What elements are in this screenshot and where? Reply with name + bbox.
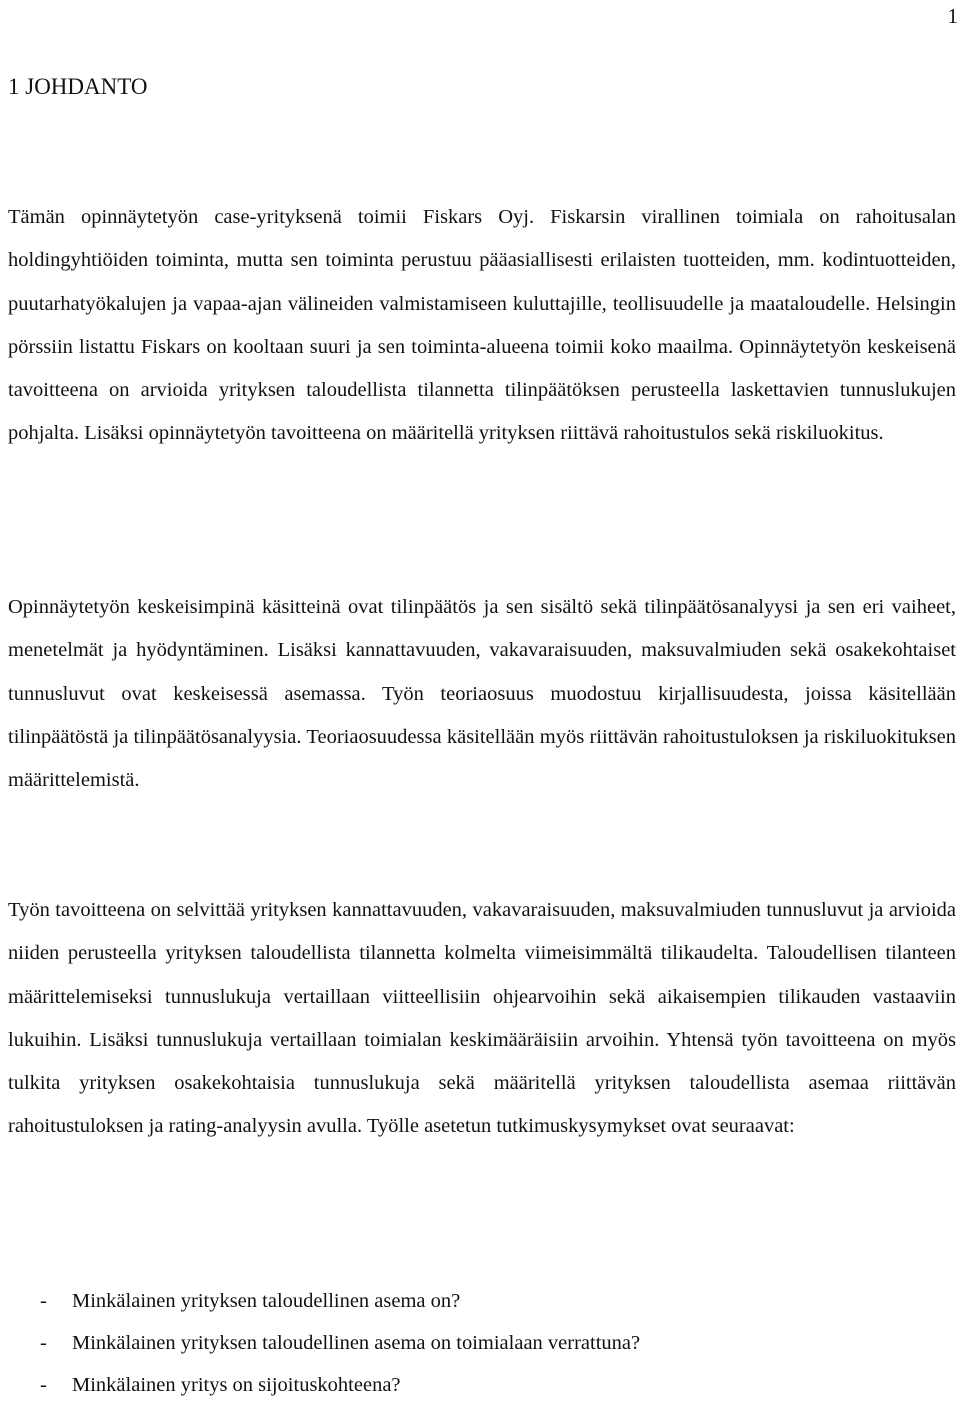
list-dash: - — [40, 1332, 47, 1354]
list-dash: - — [40, 1290, 47, 1312]
page-number: 1 — [947, 4, 958, 28]
chapter-heading: 1 JOHDANTO — [8, 74, 148, 99]
list-item — [8, 1322, 640, 1364]
research-questions-list — [8, 1280, 640, 1406]
paragraph-intro: Tämän opinnäytetyön case-yrityksenä toimii Fiskars Oyj. Fiskarsin virallinen toimiala on rahoitusalan holdingyhtiöiden toiminta, mutta sen toiminta perustuu pääasiallisesti erilaisten tuotteiden, mm. kodintuotteiden, puutarhatyökalujen ja vapaa-ajan välineiden valmistamiseen kuluttajille, teollisuudelle ja maataloudelle. Helsingin pörssiin listattu Fiskars on kooltaan suuri ja sen toiminta-alueena toimii koko maailma. Opinnäytetyön keskeisenä tavoitteena on arvioida yrityksen taloudellista tilannetta tilinpäätöksen perusteella laskettavien tunnuslukujen pohjalta. Lisäksi opinnäytetyön tavoitteena on määritellä yrityksen riittävä rahoitustulos sekä riskiluokitus. — [8, 206, 956, 445]
paragraph-concepts: Opinnäytetyön keskeisimpinä käsitteinä ovat tilinpäätös ja sen sisältö sekä tilinpäätösanalyysi ja sen eri vaiheet, menetelmät ja hyödyntäminen. Lisäksi kannattavuuden, vakavaraisuuden, maksuvalmiuden sekä osakekohtaiset tunnusluvut ovat keskeisessä asemassa. Työn teoriaosuus muodostuu kirjallisuudesta, joissa käsitellään tilinpäätöstä ja tilinpäätösanalyysia. Teoriaosuudessa käsitellään myös riittävän rahoitustuloksen ja riskiluokituksen määrittelemistä. — [8, 596, 956, 792]
list-item — [8, 1364, 640, 1406]
research-question: Minkälainen yrityksen taloudellinen asema on? — [72, 1290, 461, 1312]
research-question: Minkälainen yritys on sijoituskohteena? — [72, 1374, 401, 1396]
paragraph-objectives: Työn tavoitteena on selvittää yrityksen kannattavuuden, vakavaraisuuden, maksuvalmiuden tunnusluvut ja arvioida niiden perusteella yrityksen taloudellista tilannetta kolmelta viimeisimmältä tilikaudelta. Taloudellisen tilanteen määrittelemiseksi tunnuslukuja vertaillaan viitteellisiin ohjearvoihin sekä aikaisempien tilikauden vastaaviin lukuihin. Lisäksi tunnuslukuja vertaillaan toimialan keskimääräisiin arvoihin. Yhtensä työn tavoitteena on myös tulkita yrityksen osakekohtaisia tunnuslukuja sekä määritellä yrityksen taloudellista asemaa riittävän rahoitustuloksen ja rating-analyysin avulla. Työlle asetetun tutkimuskysymykset ovat seuraavat: — [8, 899, 956, 1138]
research-question: Minkälainen yrityksen taloudellinen asema on toimialaan verrattuna? — [72, 1332, 641, 1354]
list-dash: - — [40, 1374, 47, 1396]
list-item — [8, 1280, 640, 1322]
